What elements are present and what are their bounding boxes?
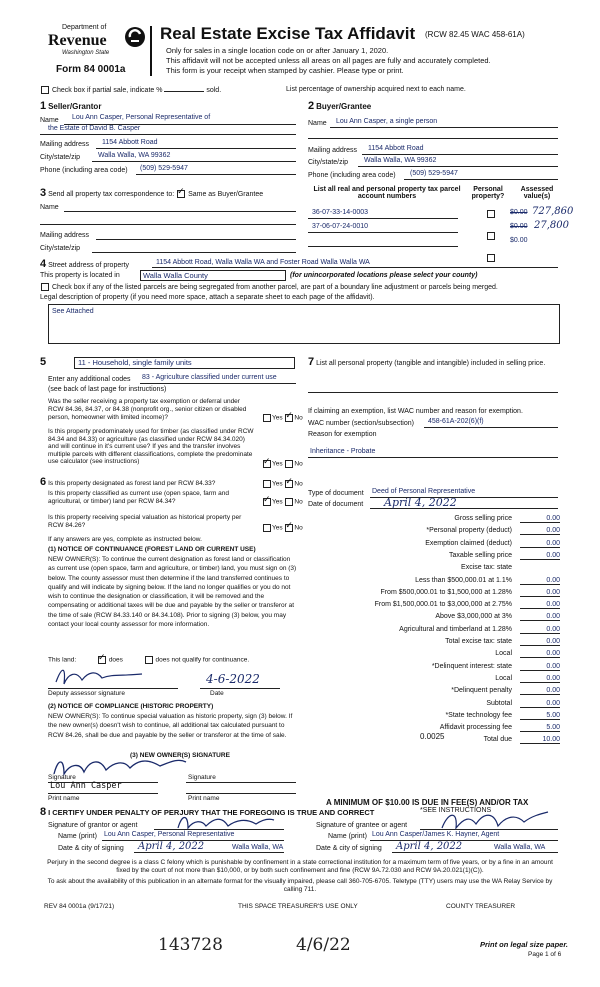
section-3-heading xyxy=(40,187,263,199)
dor-emblem-icon xyxy=(124,26,146,48)
minimum-due: A MINIMUM OF $10.00 IS DUE IN FEE(S) AND/OR TAX xyxy=(326,798,529,807)
tax-row-label: Local xyxy=(495,650,512,657)
buyer-city-label: City/state/zip xyxy=(308,159,349,166)
tax-row-value[interactable]: 0.00 xyxy=(520,663,560,671)
continuance-body: NEW OWNER(S): To continue the current designation as forest land or classification as current use (open space, farm and agriculture, or timber) land, you must sign on (3) below. The county assessor must then determine if the land transferred continues to qualify and will indicate by signing below. If the land no longer qualifies or you do not wish to continue the designation or classification, it will be removed and the compensating or additional taxes will be due and payable by the seller or transferor at the time of sale (RCW 84.33.140 or 84.34.108). Prior to signing (3) below, you may contact your local county assessor for more information. xyxy=(48,556,297,629)
partial-sale-label: Check box if partial sale, indicate % xyxy=(51,86,163,94)
section-8-number: 8 xyxy=(40,806,47,818)
legal-label: Legal description of property (if you need more space, attach a separate sheet to each page of the affidavit). xyxy=(40,294,375,301)
header-note-2: This affidavit will not be accepted unless all areas on all pages are fully and accurately completed. xyxy=(166,56,491,65)
partial-sale-checkbox[interactable] xyxy=(41,86,49,94)
tax-row-value[interactable]: 0.00 xyxy=(520,638,560,646)
tax-row-label: Excise tax: state xyxy=(461,564,512,571)
assessed-hand-2: 27,800 xyxy=(534,220,569,231)
assessed-col-header: Assessed value(s) xyxy=(520,186,554,200)
partial-sold-label: sold. xyxy=(206,86,222,94)
buyer-name[interactable]: Lou Ann Casper, a single person xyxy=(336,118,438,125)
section-2-number: 2 xyxy=(308,100,315,112)
s3-city-label: City/state/zip xyxy=(40,245,81,252)
local-rate: 0.0025 xyxy=(420,732,445,741)
alt-format-notice: To ask about the availability of this publication in an alternate format for the visually impaired, please call 360-705-6705. Teletype (TTY) users may use the WA Relay Service by calling 711. xyxy=(47,878,553,893)
unincorp-note: (for unincorporated locations please select your county) xyxy=(290,272,478,279)
new-owner-heading: (3) NEW OWNER(S) SIGNATURE xyxy=(130,752,230,759)
section-5-number: 5 xyxy=(40,356,47,368)
form-number: Form 84 0001a xyxy=(56,64,126,75)
assessed-value-3[interactable]: $0.00 xyxy=(510,237,528,244)
tax-row-label: *Delinquent penalty xyxy=(451,687,512,694)
timber-yes-label: Yes xyxy=(272,460,283,468)
same-as-buyer-label: Same as Buyer/Grantee xyxy=(188,191,264,198)
seller-mail[interactable]: 1154 Abbott Road xyxy=(102,139,158,146)
grantee-date-label: Date & city of signing xyxy=(316,845,382,852)
deputy-date-label: Date xyxy=(210,690,224,697)
s3-mail-label: Mailing address xyxy=(40,232,90,239)
timber-no-label: No xyxy=(294,460,303,468)
answer-note: If any answers are yes, complete as instructed below. xyxy=(48,536,202,543)
this-land-label: This land: xyxy=(48,656,77,664)
certify-label: I CERTIFY UNDER PENALTY OF PERJURY THAT THE FOREGOING IS TRUE AND CORRECT xyxy=(48,808,375,817)
print-legal-note: Print on legal size paper. xyxy=(480,940,568,949)
continuance-heading: (1) NOTICE OF CONTINUANCE (FOREST LAND OR CURRENT USE) xyxy=(48,546,256,553)
section-7-label: List all personal property (tangible and intangible) included in selling price. xyxy=(316,360,546,367)
rev-number: REV 84 0001a (9/17/21) xyxy=(44,903,115,910)
same-as-buyer-checkbox[interactable] xyxy=(177,190,185,198)
tax-row-value[interactable]: 0.00 xyxy=(520,540,560,548)
doc-type-label: Type of document xyxy=(308,490,364,497)
current-use-yes-checkbox[interactable] xyxy=(263,498,271,506)
current-use-no-label: No xyxy=(294,498,303,506)
tax-row-value[interactable]: 0.00 xyxy=(520,552,560,560)
tax-row-label: Subtotal xyxy=(486,700,512,707)
section-3-number: 3 xyxy=(40,187,47,199)
timber-no-checkbox[interactable] xyxy=(285,460,293,468)
partial-sale-row xyxy=(40,86,221,94)
additional-codes-label: Enter any additional codes xyxy=(48,376,131,383)
this-land-row xyxy=(48,656,249,664)
form-rcw: (RCW 82.45 WAC 458-61A) xyxy=(425,30,525,39)
section-6-number: 6 xyxy=(40,476,47,488)
grantor-signature-image xyxy=(176,812,276,832)
assessed-value-2[interactable]: $0.00 xyxy=(510,223,528,230)
forest-yes-checkbox[interactable] xyxy=(263,480,271,488)
does-not-label: does not qualify for continuance. xyxy=(155,656,250,664)
seller-name-1[interactable]: Lou Ann Casper, Personal Representative of xyxy=(72,114,211,121)
section-4-street xyxy=(40,258,129,270)
grantee-date: April 4, 2022 xyxy=(396,841,463,852)
forest-yes-label: Yes xyxy=(272,480,283,488)
buyer-name-label: Name xyxy=(308,120,327,127)
tax-row-label: Less than $500,000.01 at 1.1% xyxy=(415,577,512,584)
does-label: does xyxy=(108,656,123,664)
seller-city[interactable]: Walla Walla, WA 99362 xyxy=(98,152,171,159)
tax-row-value[interactable]: 0.00 xyxy=(520,527,560,535)
exemption-no-checkbox[interactable] xyxy=(285,414,293,422)
deputy-sig-label: Deputy assessor signature xyxy=(48,690,125,697)
header-note-3: This form is your receipt when stamped by cashier. Please type or print. xyxy=(166,66,404,75)
timber-question: Is this property predominately used for timber (as classified under RCW 84.34 and 84.33) or agriculture (as classified under RCW 84.34.020) and will continue in it's current use? If yes and the transfer involves multiple parcels with different classifications, complete the predominate use calculator (see instructions) xyxy=(48,428,254,465)
seller-heading xyxy=(40,100,101,112)
see-back-note: (see back of last page for instructions) xyxy=(48,386,167,393)
current-use-answer xyxy=(262,498,303,506)
parcel-col-header: List all real and personal property tax parcel account numbers xyxy=(313,186,461,200)
wa-state-label: Washington State xyxy=(62,50,110,56)
tax-row-value[interactable]: 10.00 xyxy=(520,736,560,744)
section-7-heading xyxy=(308,356,558,368)
section-4-number: 4 xyxy=(40,258,47,270)
tax-row-value[interactable]: 0.00 xyxy=(520,613,560,621)
tax-row-value[interactable]: 0.00 xyxy=(520,687,560,695)
buyer-mail-label: Mailing address xyxy=(308,147,358,154)
claim-exemption-label: If claiming an exemption, list WAC number and reason for exemption. xyxy=(308,408,523,415)
compliance-body: NEW OWNER(S): To continue special valuation as historic property, sign (3) below. If the new owner(s) doesn't wish to continue, all additional tax calculated pursuant to RCW 84.26, shall be due and payable by the seller or transferor at the time of sale. xyxy=(48,713,293,739)
personal-property-checkbox-1[interactable] xyxy=(487,210,495,218)
tax-row-label: Local xyxy=(495,675,512,682)
tax-row-label: *State technology fee xyxy=(445,712,512,719)
grantor-name[interactable]: Lou Ann Casper, Personal Representative xyxy=(104,831,235,838)
current-use-question: Is this property classified as current use (open space, farm and agricultural, or timber) land per RCW 84.34? xyxy=(48,490,230,505)
tax-row-label: From $500,000.01 to $1,500,000 at 1.28% xyxy=(380,589,512,596)
forest-no-checkbox[interactable] xyxy=(285,480,293,488)
wac-label: WAC number (section/subsection) xyxy=(308,420,414,427)
header-note-1: Only for sales in a single location code on or after January 1, 2020. xyxy=(166,46,389,55)
buyer-phone[interactable]: (509) 529-5947 xyxy=(410,170,458,177)
owner-sig-label-1: Signature xyxy=(48,774,76,781)
doc-date-label: Date of document xyxy=(308,501,364,508)
buyer-city[interactable]: Walla Walla, WA 99362 xyxy=(364,157,437,164)
tax-row-value[interactable]: 0.00 xyxy=(520,601,560,609)
county-treasurer: COUNTY TREASURER xyxy=(446,903,516,910)
exemption-reason[interactable]: Inheritance - Probate xyxy=(310,448,376,455)
tax-row-value[interactable]: 0.00 xyxy=(520,626,560,634)
hand-date: 4/6/22 xyxy=(296,935,351,955)
exemption-answer xyxy=(262,414,303,422)
tax-row-label: Gross selling price xyxy=(454,515,512,522)
seller-phone[interactable]: (509) 529-5947 xyxy=(140,165,188,172)
ownership-note: List percentage of ownership acquired next to each name. xyxy=(286,86,466,93)
tax-row-label: *Delinquent interest: state xyxy=(431,663,512,670)
tax-row-value[interactable]: 5.00 xyxy=(520,724,560,732)
exemption-question: Was the seller receiving a property tax exemption or deferral under RCW 84.36, 84.37, or 84.38 (nonprofit org., senior citizen or disabled person, homeowner with limited income)? xyxy=(48,398,247,421)
deputy-signature-image xyxy=(52,664,162,688)
tax-row-label: Total excise tax: state xyxy=(445,638,512,645)
tax-row-label: Agricultural and timberland at 1.28% xyxy=(399,626,512,633)
grantor-date-label: Date & city of signing xyxy=(58,845,124,852)
property-street[interactable]: 1154 Abbott Road, Walla Walla WA and Foster Road Walla Walla WA xyxy=(156,259,370,266)
timber-yes-checkbox[interactable] xyxy=(263,460,271,468)
personal-property-checkbox-3[interactable] xyxy=(487,254,495,262)
personal-col-header: Personal property? xyxy=(471,186,505,200)
tax-row-value[interactable]: 0.00 xyxy=(520,700,560,708)
perjury-notice: Perjury in the second degree is a class C felony which is punishable by confinement in a state correctional institution for a maximum term of five years, or by a fine in an amount fixed by the court of not more than $10,000, or by both such confinement and fine (RCW 9A.72.030 and RCW 9A.20.021(1)(C)). xyxy=(47,859,553,874)
county-select[interactable]: Walla Walla County xyxy=(140,270,286,281)
segregated-checkbox[interactable] xyxy=(41,283,49,291)
forest-answer xyxy=(262,480,303,488)
owner-print-name: Lou Ann Casper xyxy=(50,781,122,791)
assessed-hand-1: 727,860 xyxy=(532,206,574,217)
parcel-acct-1[interactable]: 36-07-33-14-0003 xyxy=(312,209,369,216)
tax-row-value[interactable]: 0.00 xyxy=(520,675,560,683)
timber-answer xyxy=(262,460,303,468)
owner-print-label-2: Print name xyxy=(188,795,220,802)
compliance-heading: (2) NOTICE OF COMPLIANCE (HISTORIC PROPERTY) xyxy=(48,703,214,710)
does-checkbox[interactable] xyxy=(98,656,106,664)
tax-row-value[interactable]: 0.00 xyxy=(520,577,560,585)
historic-no-label: No xyxy=(294,524,303,532)
current-use-yes-label: Yes xyxy=(272,498,283,506)
tax-row-value[interactable]: 5.00 xyxy=(520,712,560,720)
hand-number: 143728 xyxy=(158,935,223,955)
buyer-heading xyxy=(308,100,371,112)
wac-number[interactable]: 458-61A-202(6)(f) xyxy=(428,418,484,425)
dept-of-label: Department of xyxy=(62,24,107,31)
forest-no-label: No xyxy=(294,480,303,488)
treasurer-use: THIS SPACE TREASURER'S USE ONLY xyxy=(238,903,358,910)
section-7-number: 7 xyxy=(308,356,315,368)
additional-codes[interactable]: 83 - Agriculture classified under current use xyxy=(142,374,277,381)
buyer-heading-label: Buyer/Grantee xyxy=(316,102,372,111)
located-label: This property is located in xyxy=(40,272,120,279)
historic-question: Is this property receiving special valuation as historical property per RCW 84.26? xyxy=(48,514,242,529)
seller-heading-label: Seller/Grantor xyxy=(48,102,102,111)
use-code-select[interactable]: 11 - Household, single family units xyxy=(74,357,295,369)
dor-logo xyxy=(44,24,152,80)
section-3-label: Send all property tax correspondence to: xyxy=(48,191,175,198)
reason-label: Reason for exemption xyxy=(308,431,377,438)
historic-yes-label: Yes xyxy=(272,524,283,532)
street-label: Street address of property xyxy=(48,262,130,269)
grantor-date: April 4, 2022 xyxy=(138,841,205,852)
buyer-phone-label: Phone (including area code) xyxy=(308,172,396,179)
tax-row-label: Above $3,000,000 at 3% xyxy=(435,613,512,620)
page-number: Page 1 of 6 xyxy=(528,951,562,958)
tax-row-value[interactable]: 0.00 xyxy=(520,650,560,658)
exemption-yes-checkbox[interactable] xyxy=(263,414,271,422)
exemption-no-label: No xyxy=(294,414,303,422)
buyer-mail[interactable]: 1154 Abbott Road xyxy=(368,145,424,152)
grantee-signature-image xyxy=(440,808,550,832)
tax-row-label: Taxable selling price xyxy=(448,552,512,559)
seller-city-label: City/state/zip xyxy=(40,154,81,161)
tax-row-label: From $1,500,000.01 to $3,000,000 at 2.75% xyxy=(374,601,512,608)
personal-property-checkbox-2[interactable] xyxy=(487,232,495,240)
header-divider xyxy=(150,26,152,76)
tax-row-label: Affidavit processing fee xyxy=(439,724,512,731)
see-instructions: *SEE INSTRUCTIONS xyxy=(420,807,492,814)
revenue-label: Revenue xyxy=(48,32,107,49)
grantee-city[interactable]: Walla Walla, WA xyxy=(494,844,546,851)
owner-print-label-1: Print name xyxy=(48,795,80,802)
forest-question: Is this property designated as forest land per RCW 84.33? xyxy=(48,480,216,487)
grantor-sig-label: Signature of grantor or agent xyxy=(48,822,138,829)
segregated-row xyxy=(40,283,498,291)
tax-row-label: *Personal property (deduct) xyxy=(426,527,512,534)
seller-mail-label: Mailing address xyxy=(40,141,90,148)
tax-row-label: Total due xyxy=(483,736,512,743)
exemption-yes-label: Yes xyxy=(272,414,283,422)
parcel-acct-2[interactable]: 37-06-07-24-0010 xyxy=(312,223,369,230)
s3-name-label: Name xyxy=(40,204,59,211)
segregated-label: Check box if any of the listed parcels are being segregated from another parcel, are part of a boundary line adjustment or parcels being merged. xyxy=(51,283,498,291)
grantee-sig-label: Signature of grantee or agent xyxy=(316,822,408,829)
grantor-name-label: Name (print) xyxy=(58,833,97,840)
seller-name-2[interactable]: the Estate of David B. Casper xyxy=(48,125,141,132)
assessed-value-1[interactable]: $0.00 xyxy=(510,209,528,216)
section-1-number: 1 xyxy=(40,100,47,112)
current-use-no-checkbox[interactable] xyxy=(285,498,293,506)
grantor-city[interactable]: Walla Walla, WA xyxy=(232,844,284,851)
seller-name-label: Name xyxy=(40,117,59,124)
tax-row-label: Exemption claimed (deduct) xyxy=(425,540,512,547)
doc-type[interactable]: Deed of Personal Representative xyxy=(372,488,476,495)
tax-row-value[interactable]: 0.00 xyxy=(520,515,560,523)
section-6-q1 xyxy=(40,476,260,488)
form-title: Real Estate Excise Tax Affidavit xyxy=(160,24,416,43)
grantee-name[interactable]: Lou Ann Casper/James K. Hayner, Agent xyxy=(372,831,500,838)
does-not-checkbox[interactable] xyxy=(145,656,153,664)
grantee-name-label: Name (print) xyxy=(328,833,367,840)
tax-row-value[interactable]: 0.00 xyxy=(520,589,560,597)
deputy-date: 4-6-2022 xyxy=(206,672,260,686)
legal-description: See Attached xyxy=(52,308,94,315)
owner-sig-label-2: Signature xyxy=(188,774,216,781)
seller-phone-label: Phone (including area code) xyxy=(40,167,128,174)
doc-date: April 4, 2022 xyxy=(384,496,457,509)
legal-description-box[interactable] xyxy=(48,304,560,344)
